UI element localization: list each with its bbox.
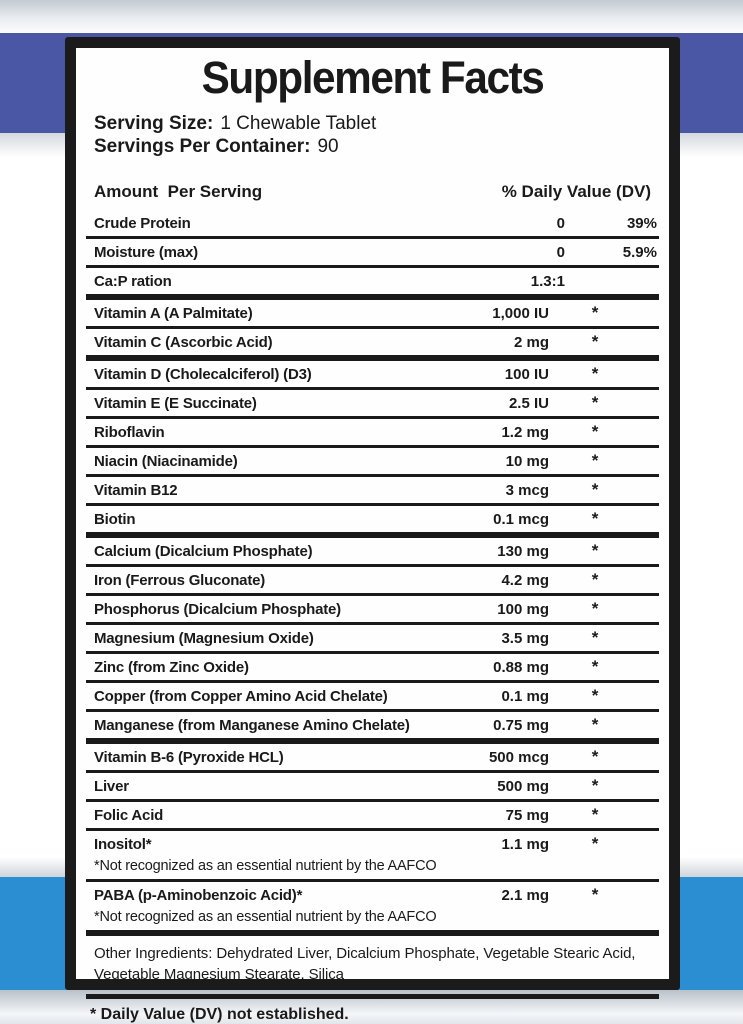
nutrient-daily-value: * — [591, 364, 599, 383]
nutrient-amount: 3.5 mg — [501, 629, 549, 647]
servings-per-container-value: 90 — [317, 136, 339, 157]
nutrient-label: Iron (Ferrous Gluconate) — [94, 571, 266, 589]
nutrient-amount: 100 IU — [504, 365, 549, 383]
nutrient-label: PABA (p-Aminobenzoic Acid)* — [94, 886, 303, 904]
aafco-footnote: *Not recognized as an essential nutrient by the AAFCO — [94, 858, 437, 874]
nutrient-amount: 3 mcg — [505, 481, 549, 499]
nutrient-amount: 0.75 mg — [493, 716, 549, 734]
nutrient-daily-value: * — [591, 686, 599, 705]
nutrient-row — [86, 744, 659, 773]
nutrient-row — [86, 683, 659, 712]
nutrient-daily-value: * — [591, 303, 599, 322]
nutrient-daily-value: * — [591, 834, 599, 853]
nutrient-row — [86, 538, 659, 567]
daily-value-header: % Daily Value (DV) — [501, 182, 651, 201]
nutrient-row — [86, 390, 659, 419]
nutrient-label: Vitamin D (Cholecalciferol) (D3) — [94, 365, 312, 383]
nutrient-daily-value: * — [591, 885, 599, 904]
nutrient-amount: 2.1 mg — [501, 886, 549, 904]
nutrient-amount: 1.1 mg — [501, 835, 549, 853]
nutrient-amount: 0.1 mg — [501, 687, 549, 705]
nutrient-daily-value: * — [591, 805, 599, 824]
nutrient-amount: 0 — [556, 214, 565, 232]
nutrient-amount: 1.2 mg — [501, 423, 549, 441]
aafco-footnote: *Not recognized as an essential nutrient by the AAFCO — [94, 909, 437, 925]
nutrient-daily-value: * — [591, 393, 599, 412]
servings-per-container-label: Servings Per Container: — [94, 136, 311, 157]
nutrient-row — [86, 625, 659, 654]
nutrient-label: Liver — [94, 777, 129, 795]
nutrient-row — [86, 300, 659, 329]
nutrient-amount: 2.5 IU — [508, 394, 549, 412]
nutrient-row — [86, 882, 659, 936]
nutrient-label: Phosphorus (Dicalcium Phosphate) — [94, 600, 341, 618]
nutrient-row — [86, 477, 659, 506]
nutrient-amount: 0.1 mcg — [493, 510, 549, 528]
nutrient-amount: 0 — [556, 243, 565, 261]
nutrient-row — [86, 654, 659, 683]
nutrient-row — [86, 596, 659, 625]
nutrient-amount: 100 mg — [497, 600, 549, 618]
serving-size-label: Serving Size: — [94, 113, 214, 134]
nutrient-daily-value: * — [591, 541, 599, 560]
nutrient-amount: 10 mg — [505, 452, 549, 470]
nutrient-amount: 75 mg — [505, 806, 549, 824]
nutrient-daily-value: * — [591, 509, 599, 528]
nutrient-label: Folic Acid — [94, 806, 164, 824]
nutrient-label: Copper (from Copper Amino Acid Chelate) — [94, 687, 388, 705]
nutrient-label: Magnesium (Magnesium Oxide) — [94, 629, 314, 647]
nutrient-daily-value: * — [591, 747, 599, 766]
amount-per-serving-header: Amount Per Serving — [94, 182, 263, 201]
nutrient-label: Vitamin E (E Succinate) — [94, 394, 257, 412]
nutrient-label: Moisture (max) — [94, 243, 198, 261]
serving-size-line — [94, 112, 659, 135]
nutrient-label: Biotin — [94, 510, 136, 528]
nutrient-row — [86, 210, 659, 239]
nutrient-row — [86, 448, 659, 477]
nutrient-label: Vitamin A (A Palmitate) — [94, 304, 253, 322]
daily-value-footnote: * Daily Value (DV) not established. — [90, 1006, 349, 1023]
nutrient-daily-value: * — [591, 480, 599, 499]
nutrient-row — [86, 506, 659, 538]
nutrient-daily-value: * — [591, 628, 599, 647]
facts-table — [86, 210, 659, 936]
nutrient-daily-value: * — [591, 451, 599, 470]
nutrient-amount: 130 mg — [497, 542, 549, 560]
nutrient-row — [86, 567, 659, 596]
nutrient-daily-value: * — [591, 422, 599, 441]
nutrient-row — [86, 773, 659, 802]
nutrient-daily-value: 5.9% — [622, 243, 657, 261]
nutrient-row — [86, 268, 659, 300]
nutrient-label: Calcium (Dicalcium Phosphate) — [94, 542, 313, 560]
serving-size-value: 1 Chewable Tablet — [220, 113, 377, 134]
serving-info — [86, 112, 659, 158]
nutrient-label: Crude Protein — [94, 214, 191, 232]
nutrient-daily-value: * — [591, 715, 599, 734]
nutrient-row — [86, 802, 659, 831]
nutrient-daily-value: * — [591, 776, 599, 795]
nutrient-amount: 0.88 mg — [493, 658, 549, 676]
nutrient-row — [86, 831, 659, 882]
nutrient-label: Inositol* — [94, 835, 152, 853]
nutrient-row — [86, 712, 659, 744]
nutrient-amount: 1.3:1 — [530, 272, 565, 290]
nutrient-amount: 500 mg — [497, 777, 549, 795]
nutrient-amount: 1,000 IU — [492, 304, 549, 322]
servings-per-container-line — [94, 135, 659, 158]
nutrient-label: Vitamin C (Ascorbic Acid) — [94, 333, 273, 351]
nutrient-daily-value: 39% — [626, 214, 657, 232]
nutrient-row — [86, 419, 659, 448]
supplement-facts-panel — [65, 37, 680, 1023]
nutrient-amount: 4.2 mg — [501, 571, 549, 589]
nutrient-daily-value: * — [591, 657, 599, 676]
nutrient-amount: 500 mcg — [488, 748, 549, 766]
nutrient-daily-value: * — [591, 332, 599, 351]
nutrient-label: Niacin (Niacinamide) — [94, 452, 238, 470]
nutrient-label: Ca:P ration — [94, 272, 172, 290]
nutrient-daily-value: * — [591, 599, 599, 618]
nutrient-row — [86, 239, 659, 268]
nutrient-amount: 2 mg — [513, 333, 549, 351]
top-silver-strip — [0, 0, 743, 33]
other-ingredients: Other Ingredients: Dehydrated Liver, Dicalcium Phosphate, Vegetable Stearic Acid, Vegetable Magnesium Stearate, Silica — [86, 936, 659, 999]
nutrient-row — [86, 361, 659, 390]
panel-title: Supplement Facts — [201, 52, 544, 103]
nutrient-label: Riboflavin — [94, 423, 165, 441]
table-header — [86, 179, 659, 206]
nutrient-label: Manganese (from Manganese Amino Chelate) — [94, 716, 410, 734]
nutrient-row — [86, 329, 659, 361]
nutrient-daily-value: * — [591, 570, 599, 589]
nutrient-label: Zinc (from Zinc Oxide) — [94, 658, 249, 676]
nutrient-label: Vitamin B-6 (Pyroxide HCL) — [94, 748, 284, 766]
nutrient-label: Vitamin B12 — [94, 481, 178, 499]
